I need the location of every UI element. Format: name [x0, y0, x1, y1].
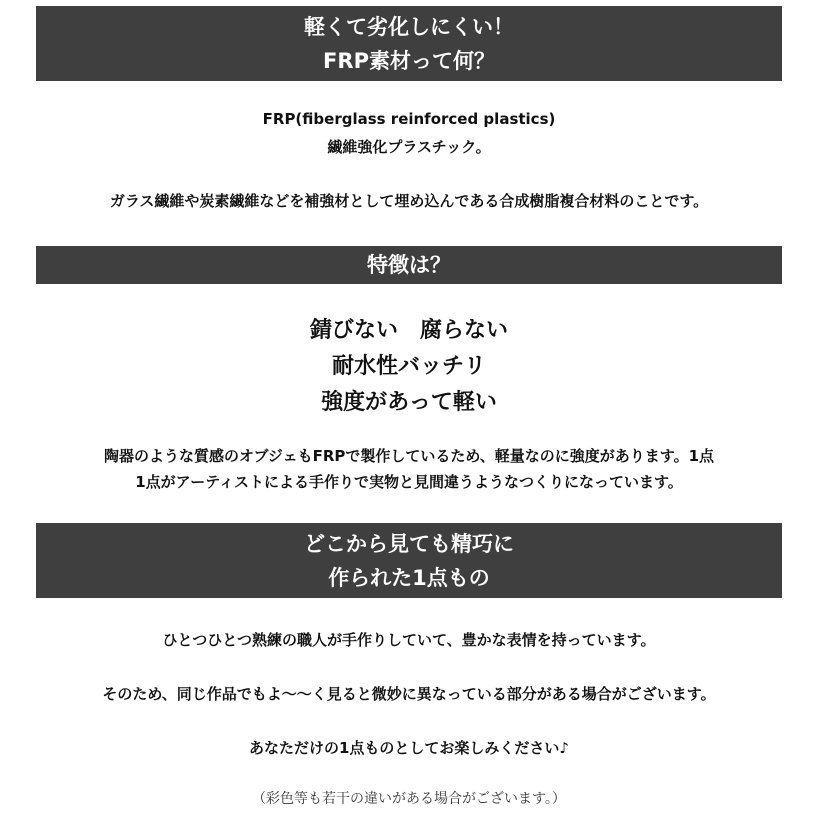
frp-description: ガラス繊維や炭素繊維などを補強材として埋め込んである合成樹脂複合材料のことです。 [109, 192, 709, 210]
variation-description: そのため、同じ作品でもよ～～く見ると微妙に異なっている部分がある場合がございます。 [102, 685, 716, 703]
color-note: （彩色等も若干の違いがある場合がございます。） [252, 791, 566, 807]
frp-definition-ja: 繊維強化プラスチック。 [327, 138, 491, 156]
section-heading-features [36, 246, 782, 284]
features-description-line: 陶器のような質感のオブジェもFRPで製作しているため、軽量なのに強度があります。1点 [103, 447, 715, 465]
feature-item: 強度があって軽い [321, 390, 497, 415]
heading-line: 軽くて劣化しにくい！ [304, 14, 514, 39]
feature-item: 耐水性バッチリ [331, 354, 486, 379]
heading-line: 作られた1点もの [328, 565, 490, 590]
features-description-line: 1点がアーティストによる手作りで実物と見間違うようなつくりになっています。 [135, 473, 683, 491]
section-heading-handmade [36, 523, 782, 598]
section-heading-frp [36, 6, 782, 81]
handmade-description: ひとつひとつ熟練の職人が手作りしていて、豊かな表情を持っています。 [162, 631, 656, 649]
heading-line: どこから見ても精巧に [304, 531, 514, 556]
enjoy-message: あなただけの1点ものとしてお楽しみください♪ [248, 739, 569, 757]
heading-line: FRP素材って何？ [323, 48, 495, 73]
frp-definition-en: FRP(fiberglass reinforced plastics) [262, 110, 556, 128]
feature-item: 錆びない 腐らない [309, 318, 508, 343]
heading-line: 特徴は？ [367, 253, 451, 277]
